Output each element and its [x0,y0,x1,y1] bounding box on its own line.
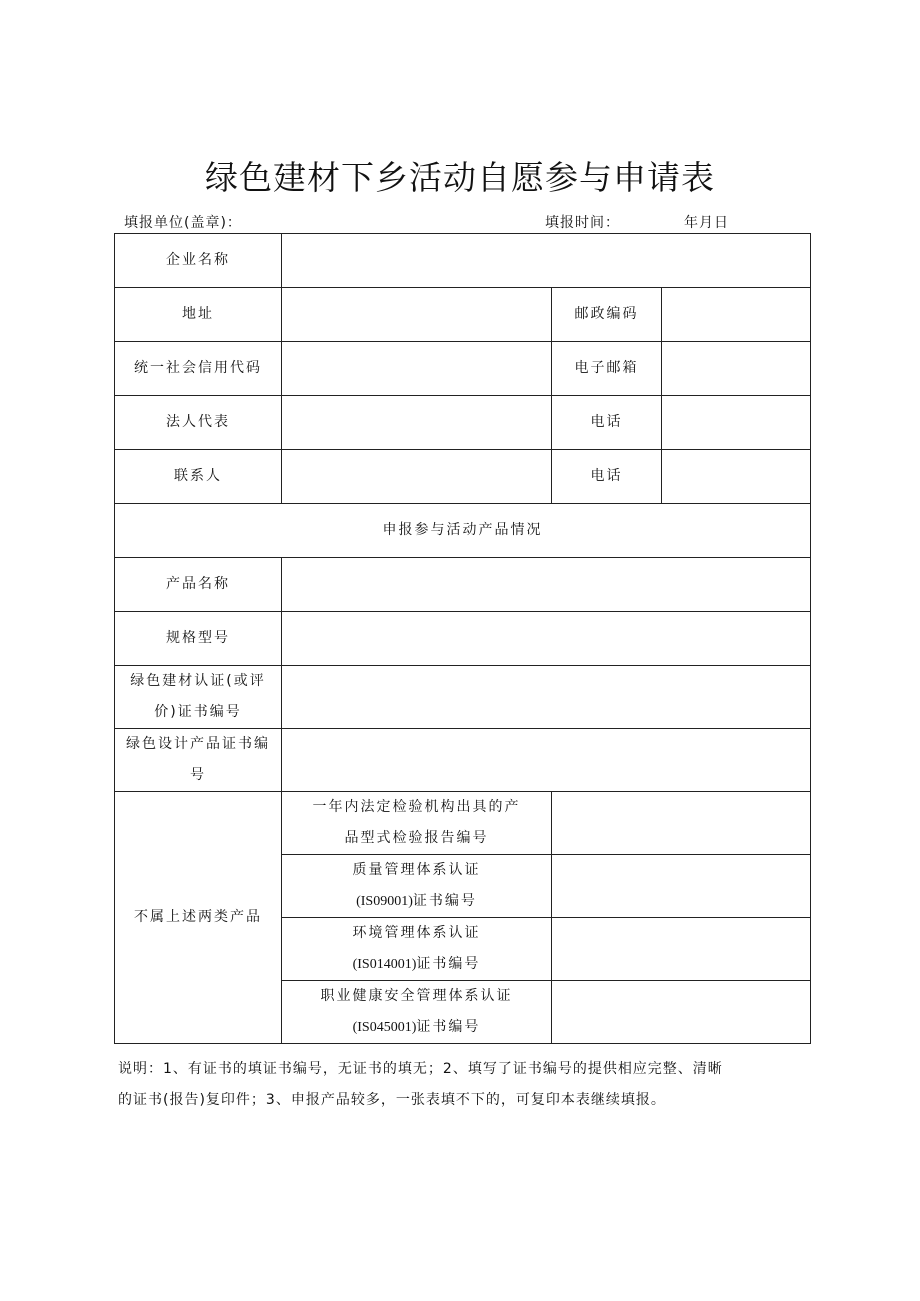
phone-field[interactable] [662,396,811,450]
email-field[interactable] [662,342,811,396]
date-label: 年月日 [684,215,729,231]
postal-code-label: 邮政编码 [552,288,662,342]
table-row [115,666,811,729]
contact-field[interactable] [282,450,552,504]
ohs-cert-field[interactable] [552,981,811,1044]
env-cert-label [282,918,552,981]
env-cert-code: (IS014001) [352,957,417,972]
green-design-label [115,729,282,792]
product-name-label: 产品名称 [115,558,282,612]
env-cert-label-line2 [282,949,551,980]
ohs-cert-label-line2 [282,1012,551,1043]
inspection-label [282,792,552,855]
model-field[interactable] [282,612,811,666]
table-row [115,234,811,288]
ohs-cert-suffix: 证书编号 [416,1019,481,1035]
contact-phone-field[interactable] [662,450,811,504]
legal-rep-label: 法人代表 [115,396,282,450]
table-row [115,288,811,342]
time-label: 填报时间： [545,215,620,231]
quality-cert-field[interactable] [552,855,811,918]
instructions-note [118,1054,812,1116]
green-design-label-line2: 号 [190,767,206,783]
address-label: 地址 [115,288,282,342]
application-form-table [114,233,811,1044]
credit-code-field[interactable] [282,342,552,396]
green-design-label-line1: 绿色设计产品证书编 [126,736,270,752]
ohs-cert-code: (IS045001) [352,1020,417,1035]
table-row [115,342,811,396]
table-row [115,396,811,450]
green-cert-field[interactable] [282,666,811,729]
green-cert-label [115,666,282,729]
company-name-label: 企业名称 [115,234,282,288]
credit-code-label: 统一社会信用代码 [115,342,282,396]
product-name-field[interactable] [282,558,811,612]
postal-code-field[interactable] [662,288,811,342]
contact-phone-label: 电话 [552,450,662,504]
phone-label: 电话 [552,396,662,450]
quality-cert-label-line1: 质量管理体系认证 [352,862,481,878]
table-row [115,504,811,558]
table-row [115,558,811,612]
model-label: 规格型号 [115,612,282,666]
quality-cert-code: (IS09001) [356,894,413,909]
green-cert-label-line2: 价)证书编号 [154,704,242,720]
ohs-cert-label [282,981,552,1044]
section-header: 申报参与活动产品情况 [115,504,811,558]
company-name-field[interactable] [282,234,811,288]
other-products-label: 不属上述两类产品 [115,792,282,1044]
quality-cert-label-line2 [282,886,551,917]
email-label: 电子邮箱 [552,342,662,396]
green-design-field[interactable] [282,729,811,792]
green-cert-label-line1: 绿色建材认证(或评 [130,673,266,689]
inspection-field[interactable] [552,792,811,855]
table-row [115,729,811,792]
table-row [115,792,811,855]
legal-rep-field[interactable] [282,396,552,450]
note-line2: 的证书(报告)复印件；3、申报产品较多，一张表填不下的，可复印本表继续填报。 [118,1092,666,1108]
contact-label: 联系人 [115,450,282,504]
table-row [115,612,811,666]
env-cert-suffix: 证书编号 [416,956,481,972]
env-cert-label-line1: 环境管理体系认证 [352,925,481,941]
unit-label: 填报单位(盖章)： [124,215,242,231]
quality-cert-label [282,855,552,918]
env-cert-field[interactable] [552,918,811,981]
table-row [115,450,811,504]
note-line1: 说明：1、有证书的填证书编号，无证书的填无；2、填写了证书编号的提供相应完整、清晰 [118,1061,723,1077]
form-title: 绿色建材下乡活动自愿参与申请表 [205,158,715,197]
quality-cert-suffix: 证书编号 [412,893,477,909]
address-field[interactable] [282,288,552,342]
ohs-cert-label-line1: 职业健康安全管理体系认证 [320,988,513,1004]
inspection-label-line2: 品型式检验报告编号 [344,830,489,846]
inspection-label-line1: 一年内法定检验机构出具的产 [312,799,521,815]
